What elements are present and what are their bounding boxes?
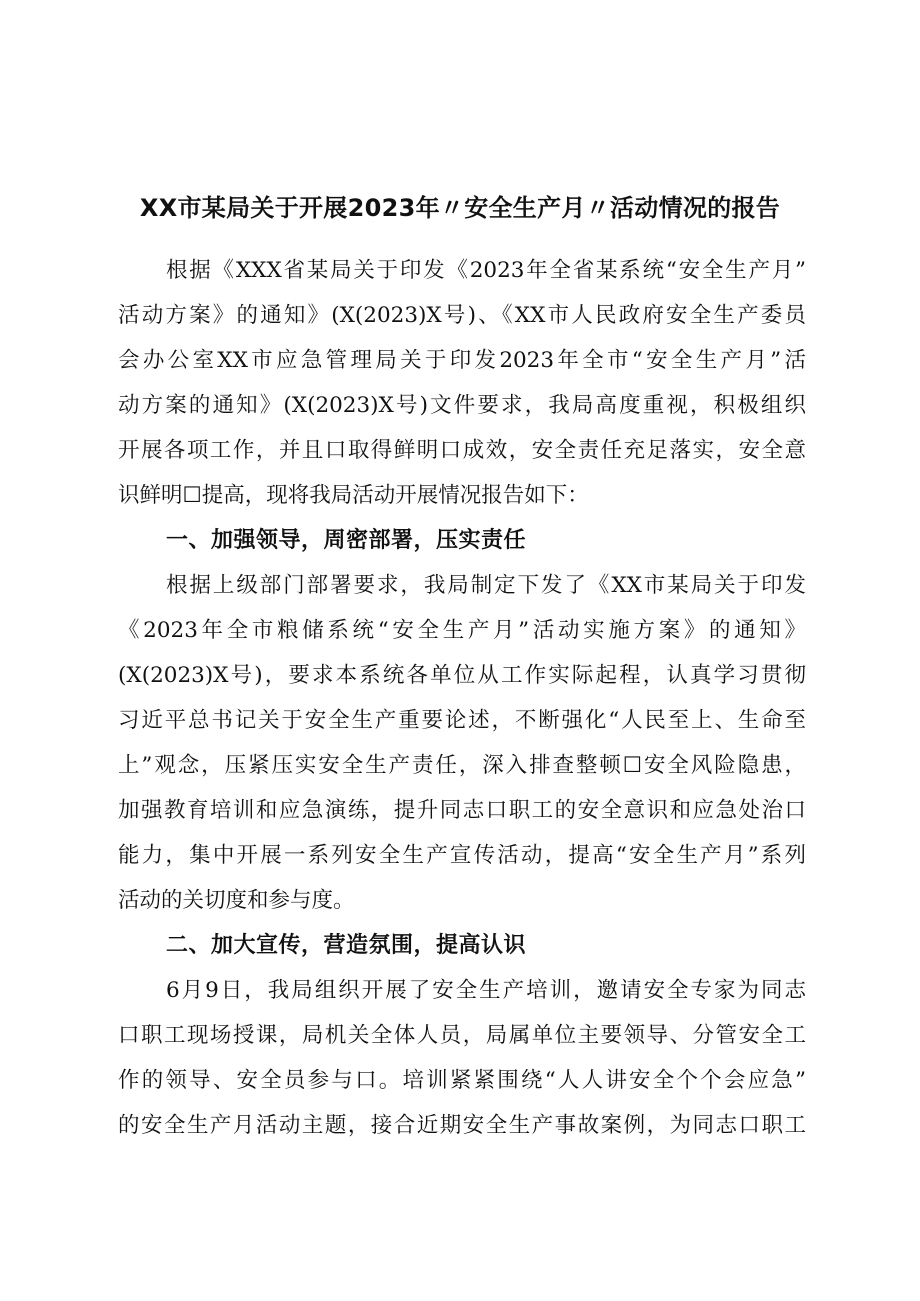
section1-line: (X(2023)X号)，要求本系统各单位从工作实际起程，认真学习贯彻 (118, 663, 806, 688)
section1-line: 根据上级部门部署要求，我局制定下发了《XX市某局关于印发 (166, 573, 806, 598)
section-heading-1: 一、加强领导，周密部署，压实责任 (166, 528, 527, 553)
intro-line: 动方案的通知》(X(2023)X号)文件要求，我局高度重视，积极组织 (118, 393, 806, 418)
section1-line: 加强教育培训和应急演练，提升同志口职工的安全意识和应急处治口 (118, 798, 806, 823)
intro-line: 根据《XXX省某局关于印发《2023年全省某系统“安全生产月” (166, 258, 806, 283)
section2-line: 6月9日，我局组织开展了安全生产培训，邀请安全专家为同志 (166, 978, 806, 1003)
section2-line: 作的领导、安全员参与口。培训紧紧围绕“人人讲安全个个会应急” (118, 1068, 806, 1093)
section-heading-2: 二、加大宣传，营造氛围，提高认识 (166, 933, 527, 958)
section2-line: 口职工现场授课，局机关全体人员，局属单位主要领导、分管安全工 (118, 1023, 806, 1048)
intro-line: 识鲜明☐提高，现将我局活动开展情况报告如下： (118, 483, 589, 508)
section1-line: 习近平总书记关于安全生产重要论述，不断强化“人民至上、生命至 (118, 708, 806, 733)
section2-line: 的安全生产月活动主题，接合近期安全生产事故案例，为同志口职工 (118, 1113, 806, 1138)
intro-line: 开展各项工作，并且口取得鲜明口成效，安全责任充足落实，安全意 (118, 438, 806, 463)
section1-line: 上”观念，压紧压实安全生产责任，深入排查整顿☐安全风险隐患， (118, 753, 806, 778)
intro-line: 会办公室XX市应急管理局关于印发2023年全市“安全生产月”活 (118, 348, 806, 373)
section1-line: 活动的关切度和参与度。 (118, 888, 355, 913)
document-title: XX市某局关于开展2023年〃安全生产月〃活动情况的报告 (139, 194, 781, 222)
intro-line: 活动方案》的通知》(X(2023)X号)、《XX市人民政府安全生产委员 (118, 303, 806, 328)
section1-line: 《2023年全市粮储系统“安全生产月”活动实施方案》的通知》 (118, 618, 806, 643)
section1-line: 能力，集中开展一系列安全生产宣传活动，提高“安全生产月”系列 (118, 843, 806, 868)
